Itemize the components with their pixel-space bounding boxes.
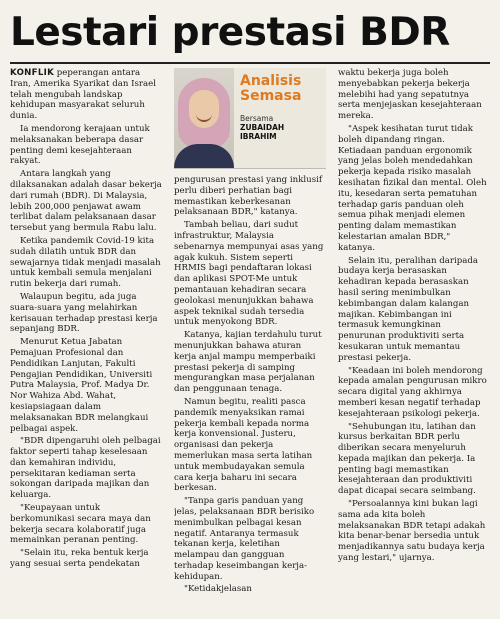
headline-rule: [10, 62, 490, 64]
headline: Lestari prestasi BDR: [10, 10, 450, 55]
paragraph: "BDR dipengaruhi oleh pelbagai faktor seperti tahap keselesaan dan kemahiran individu, persekitaran kediaman serta sokongan daripada majikan dan keluarga.: [10, 436, 161, 501]
column-label-line1: Analisis: [240, 73, 302, 89]
paragraph: "Ketidakjelasan: [184, 584, 252, 595]
column-header-box: [174, 68, 326, 169]
paragraph: Namun begitu, realiti pasca pandemik menyaksikan ramai pekerja kembali kepada norma kerja konvensional. Justeru, organisasi dan pekerja memerlukan masa serta latihan untuk membudayakan semula cara kerja baharu ini secara berkesan.: [174, 396, 313, 494]
paragraph: "Sehubungan itu, latihan dan kursus berkaitan BDR perlu diberikan secara menyeluruh kepada majikan dan pekerja. Ia penting bagi memastikan kesejahteraan dan produktiviti dapat dicapai secara seimbang.: [338, 421, 476, 497]
paragraph: Walaupun begitu, ada juga suara-suara yang melahirkan kerisauan terhadap prestasi kerja sepanjang BDR.: [10, 291, 158, 335]
author-name-line1: ZUBAIDAH: [240, 123, 285, 132]
paragraph: "Selain itu, reka bentuk kerja yang sesuai serta pendekatan: [10, 548, 149, 570]
paragraph: pengurusan prestasi yang inklusif perlu diberi perhatian bagi memastikan keberkesanan pelaksanaan BDR," katanya.: [174, 175, 323, 218]
shoulders-shape: [174, 144, 234, 168]
face-shape: [189, 90, 219, 128]
column-label-line2: Semasa: [240, 88, 302, 104]
paragraph: "Keadaan ini boleh mendorong kepada amalan pengurusan mikro secara digital yang akhirnya memberi kesan negatif terhadap kesejahteraan psikologi pekerja.: [338, 365, 487, 419]
column-label: [234, 68, 326, 168]
paragraph: [10, 68, 162, 122]
column-3: [338, 68, 490, 616]
author-name-line2: IBRAHIM: [240, 132, 277, 141]
paragraph: "Aspek kesihatan turut tidak boleh dipandang ringan. Ketiadaan panduan ergonomik yang jelas boleh mendedahkan pekerja kepada risiko masalah kesihatan fizikal dan mental. Oleh itu, kesedaran serta pematuhan terhadap garis panduan oleh semua pihak menjadi elemen penting dalam memastikan kelestarian amalan BDR," katanya.: [338, 123, 487, 253]
author-portrait: [174, 68, 234, 168]
column-2: [174, 68, 326, 616]
paragraph: Menurut Ketua Jabatan Pemajuan Profesional dan Pendidikan Lanjutan, Fakulti Pengajian Pendidikan, Universiti Putra Malaysia, Prof. Madya Dr. Nor Wahiza Abd. Wahat, kesiapsiagaan dalam melaksanakan BDR melangkaui pelbagai aspek.: [10, 337, 153, 434]
paragraph: Ia mendorong kerajaan untuk melaksanakan beberapa dasar penting demi kesejahteraan rakyat.: [10, 123, 150, 167]
paragraph: "Persoalannya kini bukan lagi sama ada kita boleh melaksanakan BDR tetapi adakah kita benar-benar bersedia untuk menjadikannya satu budaya kerja yang lestari," ujarnya.: [338, 499, 486, 564]
paragraph: waktu bekerja juga boleh menyebabkan pekerja bekerja melebihi had yang sepatutnya serta menjejaskan kesejahteraan mereka.: [338, 68, 482, 122]
paragraph: Antara langkah yang dilaksanakan adalah dasar bekerja dari rumah (BDR). Di Malaysia, lebih 200,000 penjawat awam terlibat dalam pelaksanaan dasar tersebut yang bermula Rabu lalu.: [10, 169, 162, 234]
paragraph: Katanya, kajian terdahulu turut menunjukkan bahawa aturan kerja anjal mampu memperbaiki prestasi pekerja di samping mengurangkan masa perjalanan dan penggunaan tenaga.: [174, 330, 322, 395]
paragraph: Tambah beliau, dari sudut infrastruktur, Malaysia sebenarnya mempunyai asas yang agak kukuh. Sistem seperti HRMIS bagi pendaftaran lokasi dan aplikasi SPOT-Me untuk pemantauan kehadiran secara geolokasi menunjukkan bahawa aspek teknikal sudah tersedia untuk menyokong BDR.: [174, 220, 324, 328]
lead-text: peperangan antara Iran, Amerika Syarikat dan Israel telah mengubah landskap kehidupan masyarakat seluruh dunia.: [10, 68, 156, 122]
paragraph: "Tanpa garis panduan yang jelas, pelaksanaan BDR berisiko menimbulkan pelbagai kesan negatif. Antaranya termasuk tekanan kerja, keletihan melampau dan gangguan terhadap keseimbangan kerja-kehidupan.: [174, 496, 315, 582]
column-2-text: [174, 175, 326, 616]
byline-prefix: Bersama: [240, 114, 274, 123]
article-body: [10, 68, 490, 616]
kicker: KONFLIK: [10, 68, 55, 78]
paragraph: Ketika pandemik Covid-19 kita sudah dilatih untuk BDR dan sewajarnya tidak menjadi masalah untuk kembali semula menjalani rutin bekerja dari rumah.: [10, 235, 161, 290]
column-1: [10, 68, 162, 616]
paragraph: Selain itu, peralihan daripada budaya kerja berasaskan kehadiran kepada berasaskan hasil sering menimbulkan kebimbangan dalam kalangan majikan. Kebimbangan ini termasuk kemungkinan penurunan produktiviti serta kesukaran untuk memantau prestasi pekerja.: [338, 255, 479, 363]
paragraph: "Keupayaan untuk berkomunikasi secara maya dan bekerja secara kolaboratif juga memainkan peranan penting.: [10, 503, 151, 546]
